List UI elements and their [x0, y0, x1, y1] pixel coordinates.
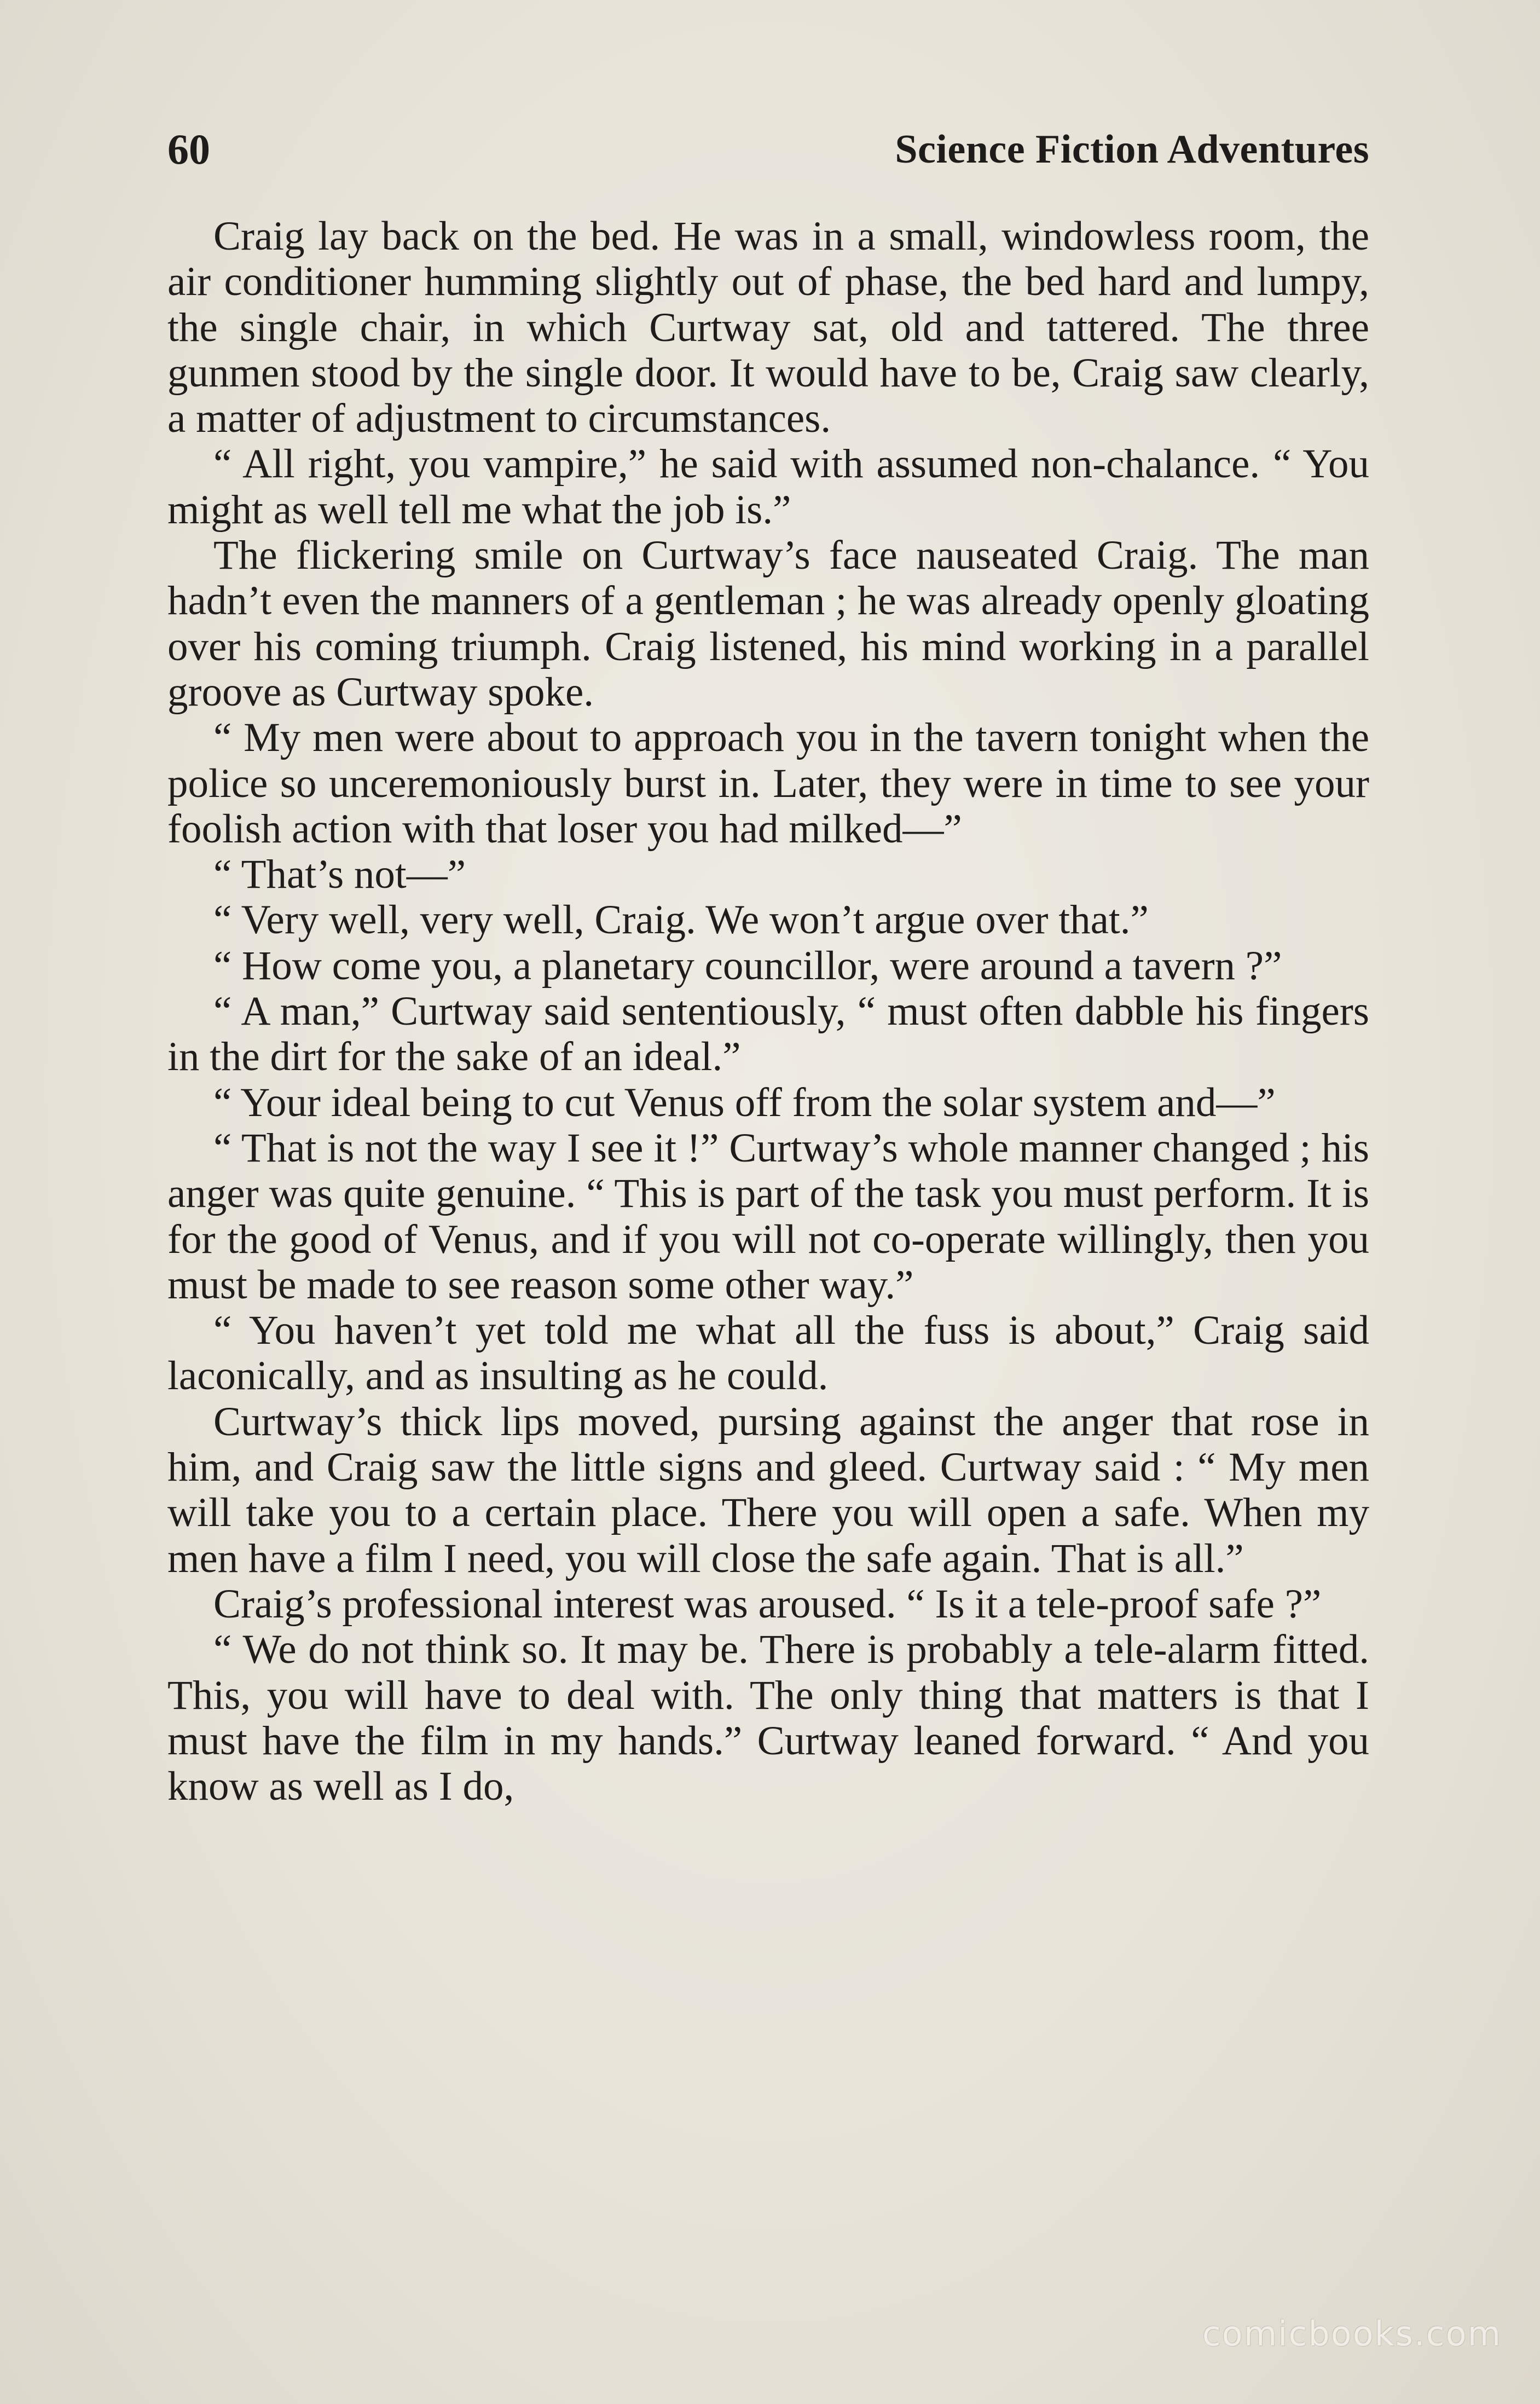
paragraph: Curtway’s thick lips moved, pursing against the anger that rose in him, and Craig saw the little signs and gleed. Curtway said : “ My men will take you to a certain place. There you will open a safe. When my men have a film I need, you will close the safe again. That is all.”	[167, 1399, 1369, 1581]
paragraph: Craig lay back on the bed. He was in a small, windowless room, the air conditioner humming slightly out of phase, the bed hard and lumpy, the single chair, in which Curtway sat, old and tattered. The three gunmen stood by the single door. It would have to be, Craig saw clearly, a matter of adjustment to circumstances.	[167, 213, 1369, 442]
paragraph: “ You haven’t yet told me what all the fuss is about,” Craig said laconically, and as insulting as he could.	[167, 1308, 1369, 1399]
paragraph: “ All right, you vampire,” he said with assumed non-chalance. “ You might as well tell me what the job is.”	[167, 441, 1369, 533]
body-text	[167, 213, 1369, 1809]
running-title: Science Fiction Adventures	[895, 127, 1369, 172]
paragraph: “ How come you, a planetary councillor, were around a tavern ?”	[213, 943, 1282, 989]
paragraph: “ That is not the way I see it !” Curtway’s whole manner changed ; his anger was quite genuine. “ This is part of the task you must perform. It is for the good of Venus, and if you will not co-operate willingly, then you must be made to see reason some other way.”	[167, 1125, 1369, 1308]
paragraph: The flickering smile on Curtway’s face nauseated Craig. The man hadn’t even the manners of a gentleman ; he was already openly gloating over his coming triumph. Craig listened, his mind working in a parallel groove as Curtway spoke.	[167, 533, 1369, 715]
paragraph: Craig’s professional interest was aroused. “ Is it a tele-proof safe ?”	[213, 1581, 1322, 1627]
paragraph: “ My men were about to approach you in the tavern tonight when the police so unceremoniously burst in. Later, they were in time to see your foolish action with that loser you had milked—”	[167, 715, 1369, 852]
page-number: 60	[167, 125, 210, 173]
page-header	[167, 125, 1369, 174]
watermark: comicbooks.com	[1202, 2314, 1502, 2354]
paragraph: “ A man,” Curtway said sententiously, “ must often dabble his fingers in the dirt for the sake of an ideal.”	[167, 989, 1369, 1080]
paragraph: “ Your ideal being to cut Venus off from the solar system and—”	[213, 1079, 1276, 1125]
paragraph: “ We do not think so. It may be. There is probably a tele-alarm fitted. This, you will have to deal with. The only thing that matters is that I must have the film in my hands.” Curtway leaned forward. “ And you know as well as I do,	[167, 1627, 1369, 1810]
paragraph: “ That’s not—”	[213, 852, 466, 898]
paragraph: “ Very well, very well, Craig. We won’t argue over that.”	[213, 897, 1149, 943]
